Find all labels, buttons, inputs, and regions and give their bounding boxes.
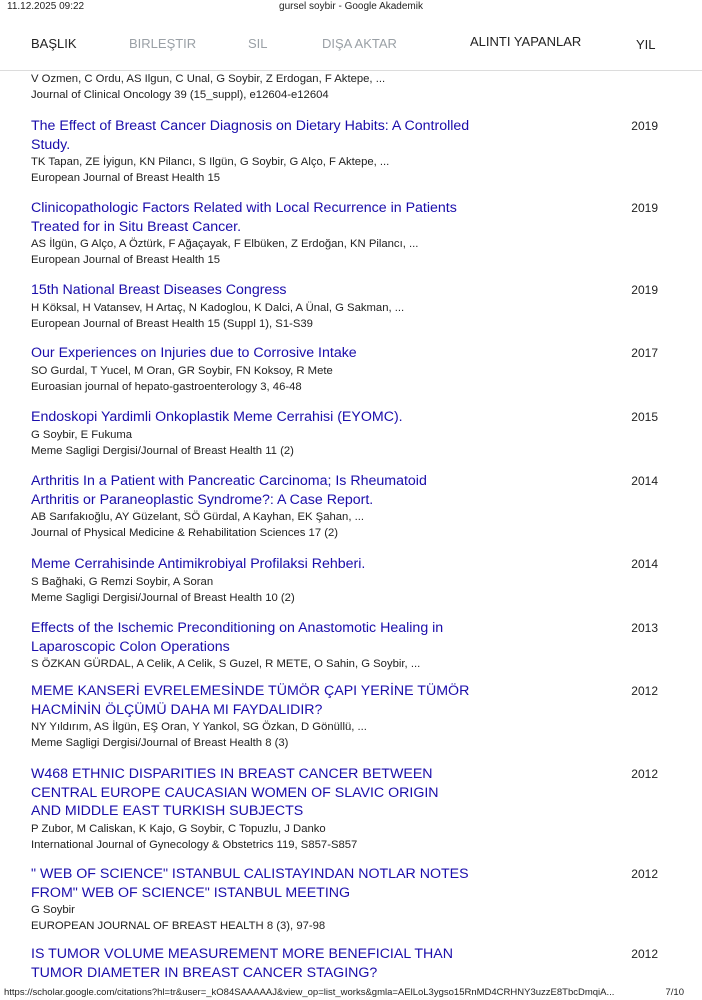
article-authors: TK Tapan, ZE İyigun, KN Pilancı, S Ilgün, G Soybir, G Alço, F Aktepe, ... xyxy=(31,156,390,168)
article-authors: P Zubor, M Caliskan, K Kajo, G Soybir, C Topuzlu, J Danko xyxy=(31,822,326,835)
article-venue: European Journal of Breast Health 15 xyxy=(31,172,221,184)
article-title-link[interactable]: " WEB OF SCIENCE" ISTANBUL CALISTAYINDAN NOTLAR NOTES FROM" WEB OF SCIENCE" ISTANBUL MEETING xyxy=(31,866,469,901)
article-title-link[interactable]: IS TUMOR VOLUME MEASUREMENT MORE BENEFICIAL THAN TUMOR DIAMETER IN BREAST CANCER STAGING? xyxy=(31,946,454,981)
article-list xyxy=(0,70,702,985)
article-authors: NY Yıldırım, AS İlgün, EŞ Oran, Y Yankol, SG Özkan, D Gönüllü, ... xyxy=(31,721,367,733)
article-row xyxy=(0,199,702,281)
article-venue: International Journal of Gynecology & Obstetrics 119, S857-S857 xyxy=(31,838,358,851)
article-title-link[interactable]: Meme Cerrahisinde Antimikrobiyal Profilaksi Rehberi. xyxy=(31,556,366,572)
article-year: 2014 xyxy=(631,474,658,488)
article-venue: Meme Sagligi Dergisi/Journal of Breast Health 11 (2) xyxy=(31,444,294,457)
article-authors: SO Gurdal, T Yucel, M Oran, GR Soybir, FN Koksoy, R Mete xyxy=(31,364,333,377)
article-row xyxy=(0,344,702,408)
article-year: 2014 xyxy=(631,557,658,571)
article-venue: Meme Sagligi Dergisi/Journal of Breast Health 10 (2) xyxy=(31,591,295,604)
print-date: 11.12.2025 09:22 xyxy=(7,1,85,12)
article-row xyxy=(0,281,702,344)
article-authors: S ÖZKAN GÜRDAL, A Celik, A Celik, S Guzel, R METE, O Sahin, G Soybir, ... xyxy=(31,658,421,670)
export-button[interactable]: DIŞA AKTAR xyxy=(322,36,397,51)
merge-button[interactable]: BIRLEŞTIR xyxy=(129,36,197,51)
print-page-title: gursel soybir - Google Akademik xyxy=(279,1,423,12)
article-title-link[interactable]: Clinicopathologic Factors Related with Local Recurrence in Patients Treated for in Situ Breast Cancer. xyxy=(31,200,457,235)
year-column-header[interactable]: YIL xyxy=(636,37,656,52)
article-authors: S Bağhaki, G Remzi Soybir, A Soran xyxy=(31,575,214,588)
article-row xyxy=(0,865,702,945)
article-row xyxy=(0,945,702,985)
article-title-link[interactable]: Endoskopi Yardimli Onkoplastik Meme Cerrahisi (EYOMC). xyxy=(31,409,403,425)
article-year: 2012 xyxy=(631,767,658,781)
article-row xyxy=(0,408,702,472)
page-number: 7/10 xyxy=(665,987,684,998)
article-year: 2012 xyxy=(631,947,658,961)
article-title-link[interactable]: MEME KANSERİ EVRELEMESİNDE TÜMÖR ÇAPI YERİNE TÜMÖR HACMİNİN ÖLÇÜMÜ DAHA MI FAYDALIDIR? xyxy=(31,683,470,718)
article-row xyxy=(0,472,702,555)
column-header-bar xyxy=(0,30,702,71)
article-title-link[interactable]: W468 ETHNIC DISPARITIES IN BREAST CANCER BETWEEN CENTRAL EUROPE CAUCASIAN WOMEN OF SLAVIC ORIGIN AND MIDDLE EAST TURKISH SUBJECTS xyxy=(31,766,439,819)
article-title-link[interactable]: Arthritis In a Patient with Pancreatic Carcinoma; Is Rheumatoid Arthritis or Paraneoplastic Syndrome?: A Case Report. xyxy=(31,473,427,508)
title-column-header[interactable]: BAŞLIK xyxy=(31,36,77,51)
article-year: 2019 xyxy=(631,283,658,297)
article-year: 2019 xyxy=(631,119,658,133)
article-year: 2012 xyxy=(631,867,658,881)
article-authors: V Ozmen, C Ordu, AS Ilgun, C Unal, G Soybir, Z Erdogan, F Aktepe, ... xyxy=(31,73,386,85)
article-year: 2015 xyxy=(631,410,658,424)
print-url: https://scholar.google.com/citations?hl=tr&user=_kO84SAAAAAJ&view_op=list_works&gmla=AElLoL3ygso15RnMD4CRHNY3uzzE8TbcDmqiA... xyxy=(4,987,615,998)
article-year: 2013 xyxy=(631,621,658,635)
print-header xyxy=(0,0,702,16)
article-venue: Journal of Clinical Oncology 39 (15_suppl), e12604-e12604 xyxy=(31,89,329,101)
article-title-link[interactable]: 15th National Breast Diseases Congress xyxy=(31,282,287,298)
cited-by-column-header[interactable]: ALINTI YAPANLAR xyxy=(470,34,582,49)
article-year: 2012 xyxy=(631,684,658,698)
article-venue: Euroasian journal of hepato-gastroenterology 3, 46-48 xyxy=(31,380,302,393)
article-authors: G Soybir xyxy=(31,904,75,916)
article-venue: European Journal of Breast Health 15 (Suppl 1), S1-S39 xyxy=(31,317,313,330)
delete-button[interactable]: SIL xyxy=(248,36,268,51)
article-authors: AS İlgün, G Alço, A Öztürk, F Ağaçayak, F Elbüken, Z Erdoğan, KN Pilancı, ... xyxy=(31,238,419,250)
article-row xyxy=(0,117,702,199)
article-venue: European Journal of Breast Health 15 xyxy=(31,254,221,266)
article-year: 2019 xyxy=(631,201,658,215)
article-title-link[interactable]: The Effect of Breast Cancer Diagnosis on Dietary Habits: A Controlled Study. xyxy=(31,118,470,153)
article-title-link[interactable]: Effects of the Ischemic Preconditioning on Anastomotic Healing in Laparoscopic Colon Operations xyxy=(31,620,444,655)
article-row xyxy=(0,555,702,619)
article-row xyxy=(0,619,702,682)
article-authors: AB Sarıfakıoğlu, AY Güzelant, SÖ Gürdal, A Kayhan, EK Şahan, ... xyxy=(31,511,365,523)
article-row xyxy=(0,682,702,765)
article-row-continued xyxy=(0,70,702,111)
article-venue: Meme Sagligi Dergisi/Journal of Breast Health 8 (3) xyxy=(31,737,289,749)
article-venue: Journal of Physical Medicine & Rehabilitation Sciences 17 (2) xyxy=(31,527,339,539)
article-authors: G Soybir, E Fukuma xyxy=(31,428,133,441)
article-title-link[interactable]: Our Experiences on Injuries due to Corrosive Intake xyxy=(31,345,357,361)
article-venue: EUROPEAN JOURNAL OF BREAST HEALTH 8 (3), 97-98 xyxy=(31,920,326,932)
article-authors: H Köksal, H Vatansev, H Artaç, N Kadoglou, K Dalci, A Ünal, G Sakman, ... xyxy=(31,301,405,314)
article-row xyxy=(0,765,702,865)
print-footer xyxy=(0,986,702,1000)
article-year: 2017 xyxy=(631,346,658,360)
